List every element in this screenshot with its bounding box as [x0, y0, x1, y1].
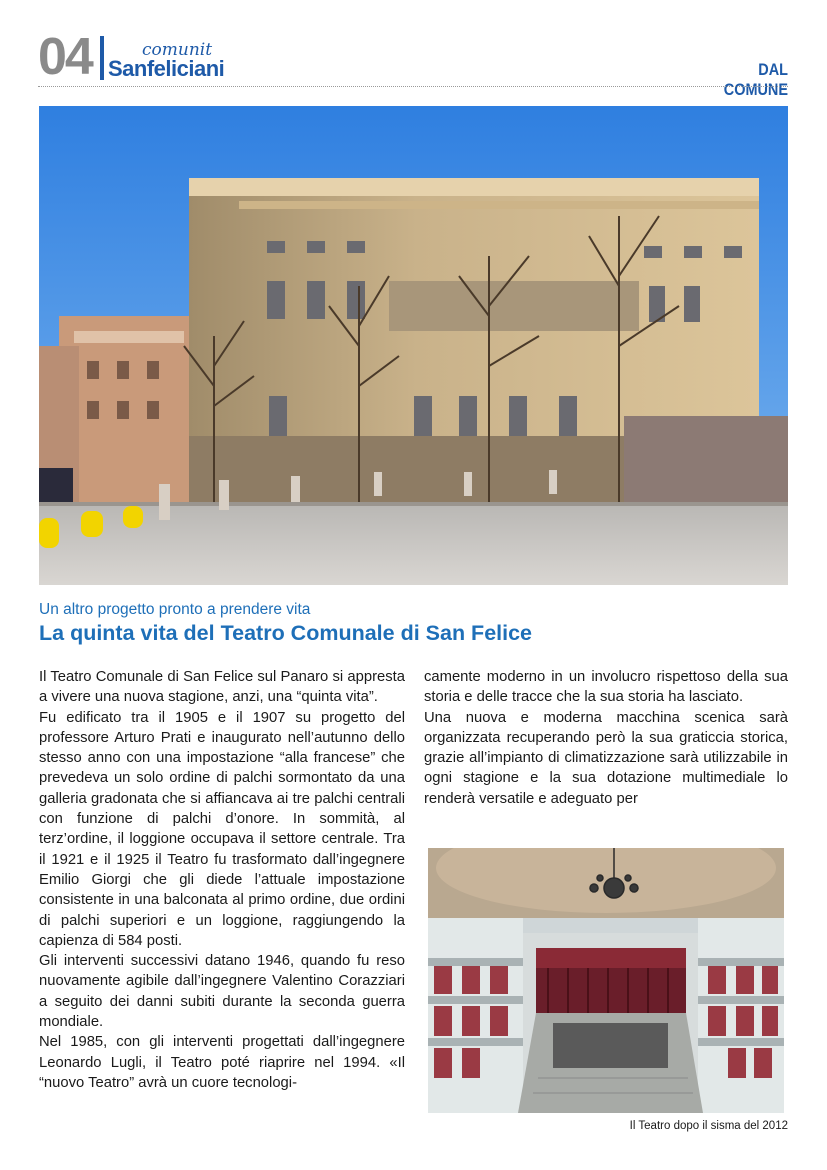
theatre-interior-photo [428, 848, 784, 1113]
brand-script-text: comunit [142, 40, 213, 60]
brand-divider [100, 36, 104, 80]
page-number: 04 [38, 28, 92, 86]
article-paragraph: Una nuova e moderna macchina scenica sarà organizzata recuperando però la sua graticcia storica, grazie all’impianto di climatizzazione sarà utilizzabile in ogni stagione e la sua dotazione multimediale lo renderà versatile e adeguato per [424, 709, 788, 807]
article-paragraph: Il Teatro Comunale di San Felice sul Panaro si appresta a vivere una nuova stagione, anzi, una “quinta vita”. [39, 669, 405, 706]
theatre-exterior-photo [39, 106, 788, 585]
article-headline: La quinta vita del Teatro Comunale di San Felice [39, 621, 533, 645]
article-paragraph: Fu edificato tra il 1905 e il 1907 su progetto del professore Arturo Prati e inaugurato nell’autunno dello stesso anno con una impostazione “alla francese” che prevedeva un solo ordine di palchi sormontato da una galleria gradonata che si affiancava ai tre palchi centrali con funzione di palchi d’onore. In sommità, al terz’ordine, il loggione occupava il settore centrale. Tra il 1921 e il 1925 il Teatro fu trasformato dall’ingegnere Emilio Giorgi che gli diede l’attuale impostazione consistente in una balconata al primo ordine, due ordini di palchi superiori e un loggione, raggiungendo la capienza di 584 posti. [39, 709, 405, 949]
photo-caption: Il Teatro dopo il sisma del 2012 [629, 1120, 788, 1132]
article-paragraph: Gli interventi successivi datano 1946, quando fu reso nuovamente agibile dall’ingegnere Valentino Corazziari a seguito dei danni subiti durante la seconda guerra mondiale. [39, 953, 405, 1031]
article-paragraph: camente moderno in un involucro rispettoso della sua storia e delle tracce che la sua storia ha lasciato. [424, 669, 788, 706]
section-label: DAL COMUNE [723, 60, 788, 99]
brand-logo: Sanfeliciani [108, 56, 225, 81]
header-divider [38, 86, 788, 87]
article-paragraph: Nel 1985, con gli interventi progettati dall’ingegnere Leonardo Lugli, il Teatro poté riaprire nel 1994. «Il “nuovo Teatro” avrà un cuore tecnologi- [39, 1034, 405, 1091]
article-kicker: Un altro progetto pronto a prendere vita [39, 601, 311, 618]
article-column-left [39, 667, 405, 1093]
article-column-right [424, 667, 788, 809]
